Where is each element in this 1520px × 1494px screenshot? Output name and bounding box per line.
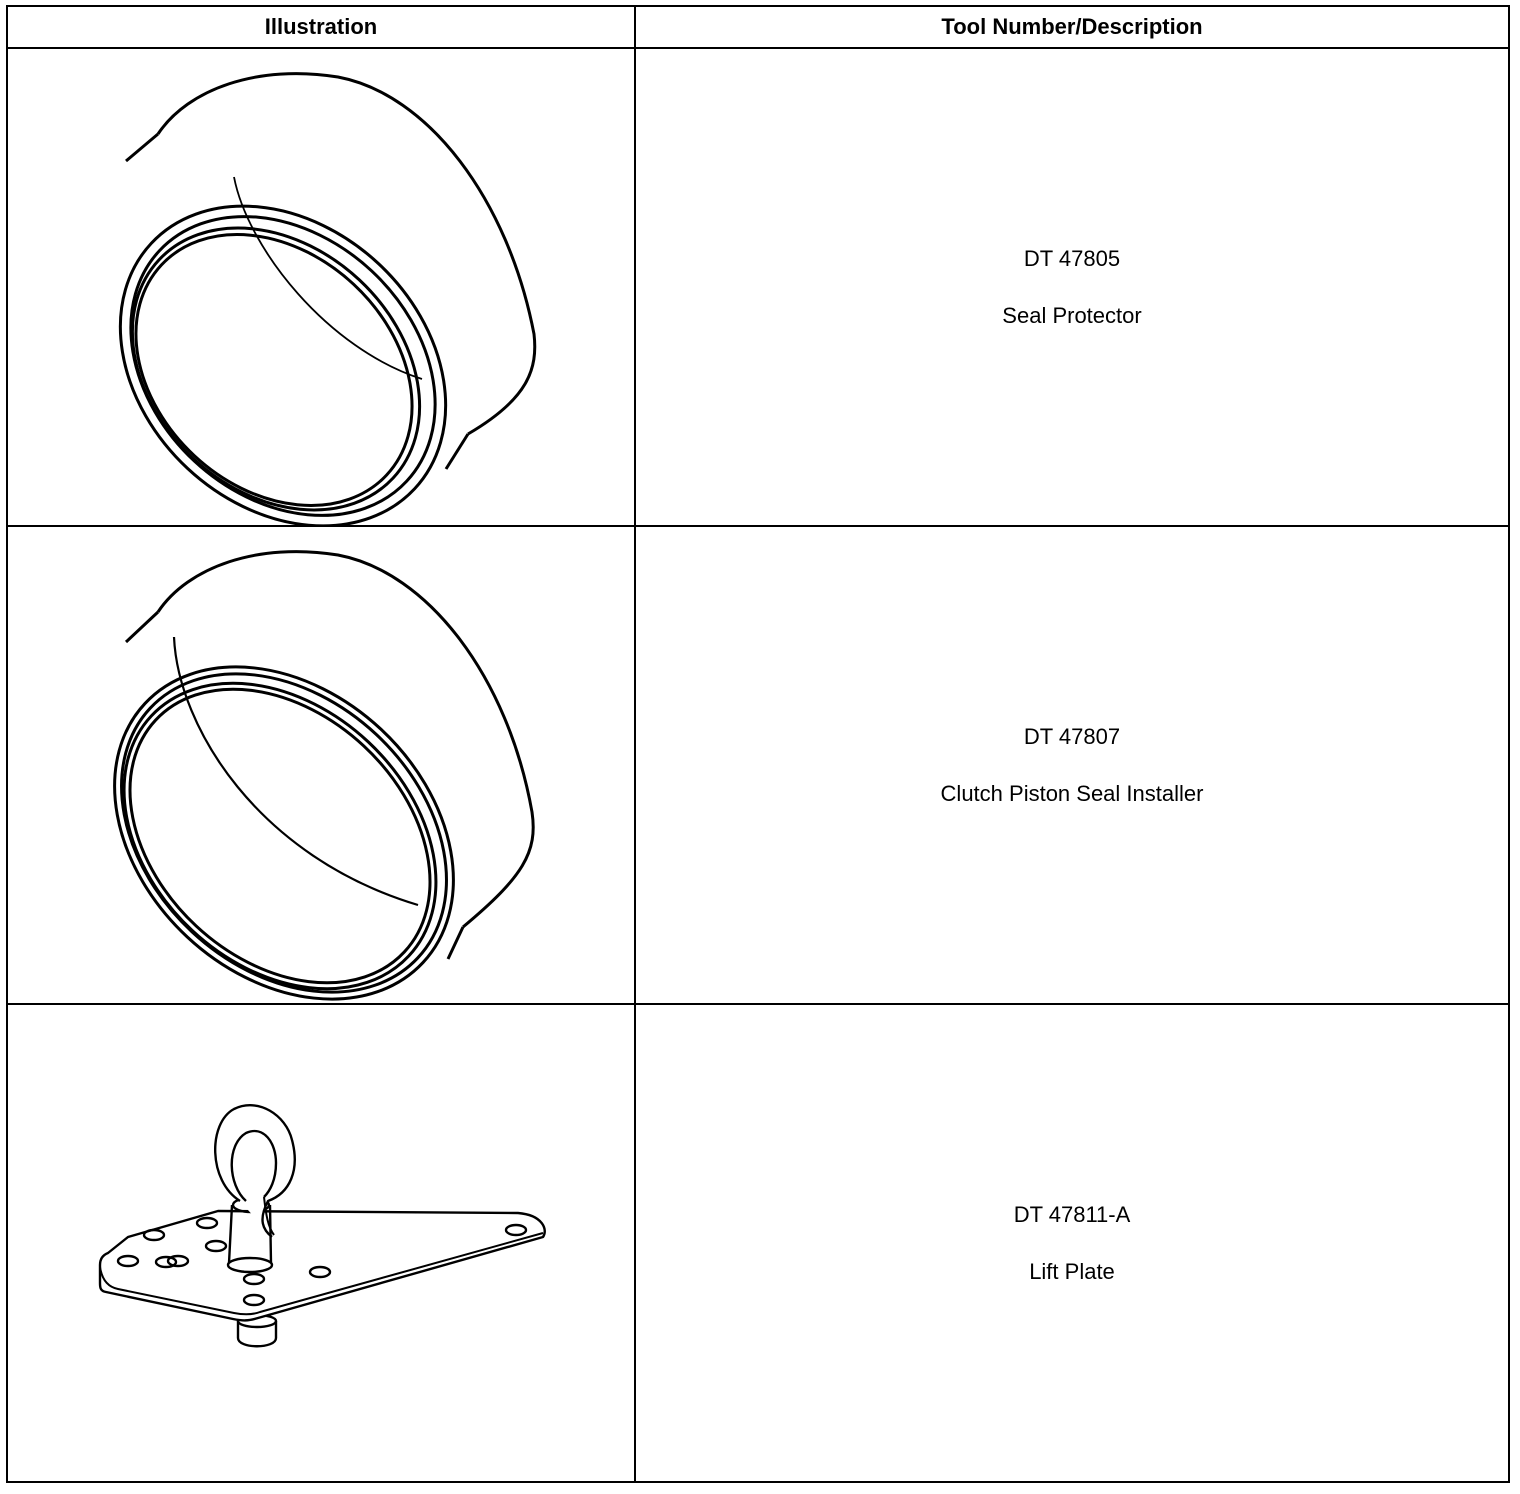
- table-row: [7, 48, 1509, 526]
- tool-number: DT 47805: [1023, 245, 1121, 271]
- tool-description: Clutch Piston Seal Installer: [940, 780, 1204, 806]
- description-cell: [635, 48, 1509, 526]
- tool-number: DT 47807: [1023, 723, 1121, 749]
- header-row: [7, 6, 1509, 48]
- table-row: [7, 526, 1509, 1004]
- table-row: [7, 1004, 1509, 1482]
- seal-protector-ring-icon: [8, 49, 636, 525]
- tool-description: Seal Protector: [1002, 302, 1142, 328]
- illustration-cell: [7, 526, 635, 1004]
- description-cell: [635, 1004, 1509, 1482]
- lift-plate-with-eyebolt-icon: [8, 1005, 636, 1481]
- illustration-cell: [7, 48, 635, 526]
- tool-number: DT 47811-A: [1013, 1201, 1131, 1227]
- header-illustration: Illustration: [7, 6, 635, 48]
- description-cell: [635, 526, 1509, 1004]
- tool-description: Lift Plate: [1029, 1258, 1115, 1284]
- illustration-cell: [7, 1004, 635, 1482]
- seal-installer-ring-icon: [8, 527, 636, 1003]
- special-tools-table: [6, 5, 1510, 1483]
- header-tool-description: Tool Number/Description: [635, 6, 1509, 48]
